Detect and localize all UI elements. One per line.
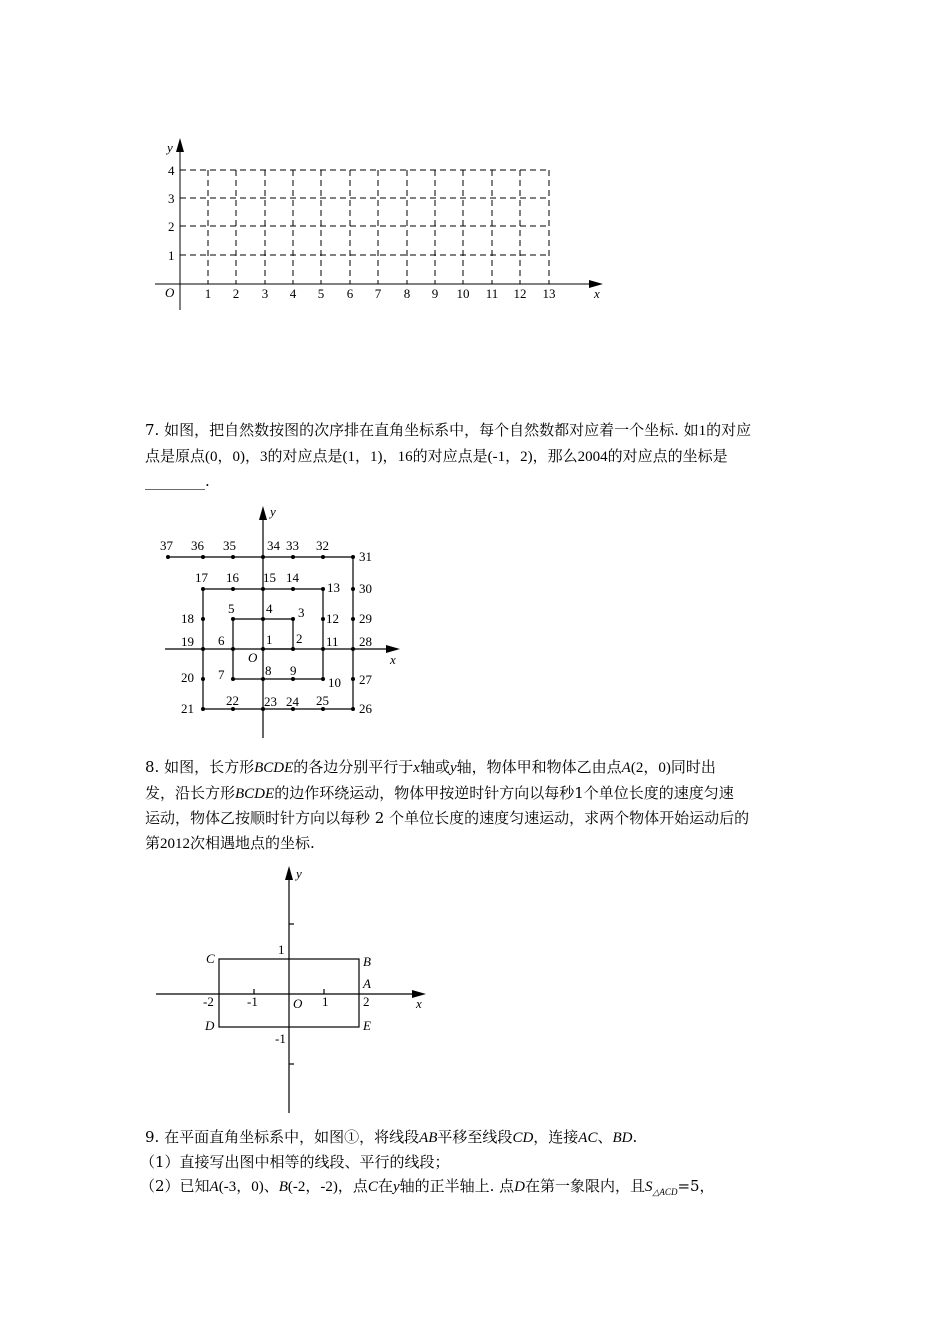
fig1-x-tick: 3 [261,286,269,301]
fig3-y-label: y [296,866,302,881]
fig1-x-tick: 8 [403,286,411,301]
fig3-point-e: E [363,1018,371,1033]
fig1-x-tick: 7 [374,286,382,301]
fig1-y-tick: 2 [168,219,175,234]
q8-line-4: 第2012次相遇地点的坐标. [145,834,315,852]
fig3-x-label-1: 1 [322,994,329,1009]
fig2-number: 16 [226,570,239,585]
fig2-number: 4 [266,601,273,616]
q8-line-3: 运动，物体乙按顺时针方向以每秒 2 个单位长度的速度匀速运动，求两个物体开始运动后的 [145,809,750,827]
fig2-number: 22 [226,693,239,708]
fig2-number: 34 [267,538,280,553]
fig1-x-tick: 1 [204,286,212,301]
fig2-number: 28 [359,634,372,649]
fig1-y-tick: 1 [168,248,175,263]
q9-line-2: （1）直接写出图中相等的线段、平行的线段； [140,1153,450,1171]
fig3-y-label-neg1: -1 [275,1031,286,1046]
q7-line-2: 点是原点(0，0)，3的对应点是(1，1)，16的对应点是(-1，2)，那么2004的对应点的坐标是 [145,447,728,465]
fig1-origin-label: O [165,285,175,300]
fig2-number: 11 [326,634,339,649]
fig2-number: 24 [286,694,299,709]
fig2-number: 35 [223,538,236,553]
fig3-point-b: B [363,954,371,969]
fig2-number: 27 [359,672,372,687]
fig2-number: 1 [266,632,273,647]
fig2-number: 30 [359,581,372,596]
fig3-x-label: x [416,996,422,1011]
fig2-number: 9 [290,663,297,678]
fig3-point-c: C [206,951,215,966]
fig2-number: 19 [181,634,194,649]
fig2-number: 31 [359,549,372,564]
fig1-x-tick: 6 [346,286,354,301]
fig1-x-tick: 11 [485,286,499,301]
fig2-number: 18 [181,611,194,626]
fig2-y-label: y [270,504,276,519]
fig3-point-d: D [205,1018,215,1033]
fig2-number: 37 [160,538,173,553]
fig1-x-tick: 5 [317,286,325,301]
fig2-number: 33 [286,538,299,553]
fig2-number: 32 [316,538,329,553]
q9-line-3: （2）已知A(-3，0)、B(-2，-2)，点C在y轴的正半轴上. 点D在第一象限内，且$S_{\triangle ACD}=5$， [140,1177,715,1197]
fig3-point-a: A [363,976,371,991]
fig2-number: 3 [298,605,305,620]
fig2-number: 5 [228,601,235,616]
fig2-x-label: x [390,652,396,667]
fig2-number: 21 [181,701,194,716]
fig1-x-tick: 2 [232,286,240,301]
fig2-number: 14 [286,570,299,585]
q8-line-1: 8. 如图，长方形BCDE的各边分别平行于x轴或y轴，物体甲和物体乙由点A(2，0)同时出 [145,758,716,776]
fig2-number: 26 [359,701,372,716]
fig2-number: 6 [218,633,225,648]
fig3-x-label-neg2: -2 [203,994,214,1009]
fig2-origin-label: O [248,650,258,665]
fig1-y-label: y [167,140,173,155]
fig2-number: 13 [327,580,340,595]
fig1-y-tick: 3 [168,191,175,206]
fig1-x-label: x [594,286,600,301]
fig2-number: 2 [296,631,303,646]
fig2-number: 25 [316,693,329,708]
fig3-origin-label: O [293,996,303,1011]
fig3-y-arrow-icon [285,866,293,880]
fig1-x-tick: 4 [289,286,297,301]
fig2-number: 15 [263,570,276,585]
fig2-number: 23 [264,694,277,709]
fig3-x-label-2: 2 [363,994,370,1009]
fig1-x-tick: 9 [431,286,439,301]
fig2-number: 12 [326,611,339,626]
fig1-x-tick: 13 [542,286,556,301]
fig3-y-label-1: 1 [278,942,285,957]
fig1-y-tick: 4 [168,163,175,178]
fig2-number: 20 [181,670,194,685]
q9-line-1: 9. 在平面直角坐标系中，如图①，将线段AB平移至线段CD，连接AC、BD. [145,1128,638,1146]
fig2-number: 8 [265,663,272,678]
fig2-number: 10 [328,675,341,690]
q8-line-2: 发，沿长方形BCDE的边作环绕运动，物体甲按逆时针方向以每秒1个单位长度的速度匀速 [145,784,734,802]
fig3-x-label-neg1: -1 [247,994,258,1009]
fig1-x-tick: 12 [513,286,527,301]
fig2-number: 17 [195,570,208,585]
fig2-number: 7 [218,667,225,682]
fig2-number: 29 [359,611,372,626]
fig1-x-tick: 10 [456,286,470,301]
q7-answer-blank: ________. [145,472,210,490]
q7-line-1: 7. 如图，把自然数按图的次序排在直角坐标系中，每个自然数都对应着一个坐标. 如1的对应 [145,421,752,439]
fig2-number: 36 [191,538,204,553]
